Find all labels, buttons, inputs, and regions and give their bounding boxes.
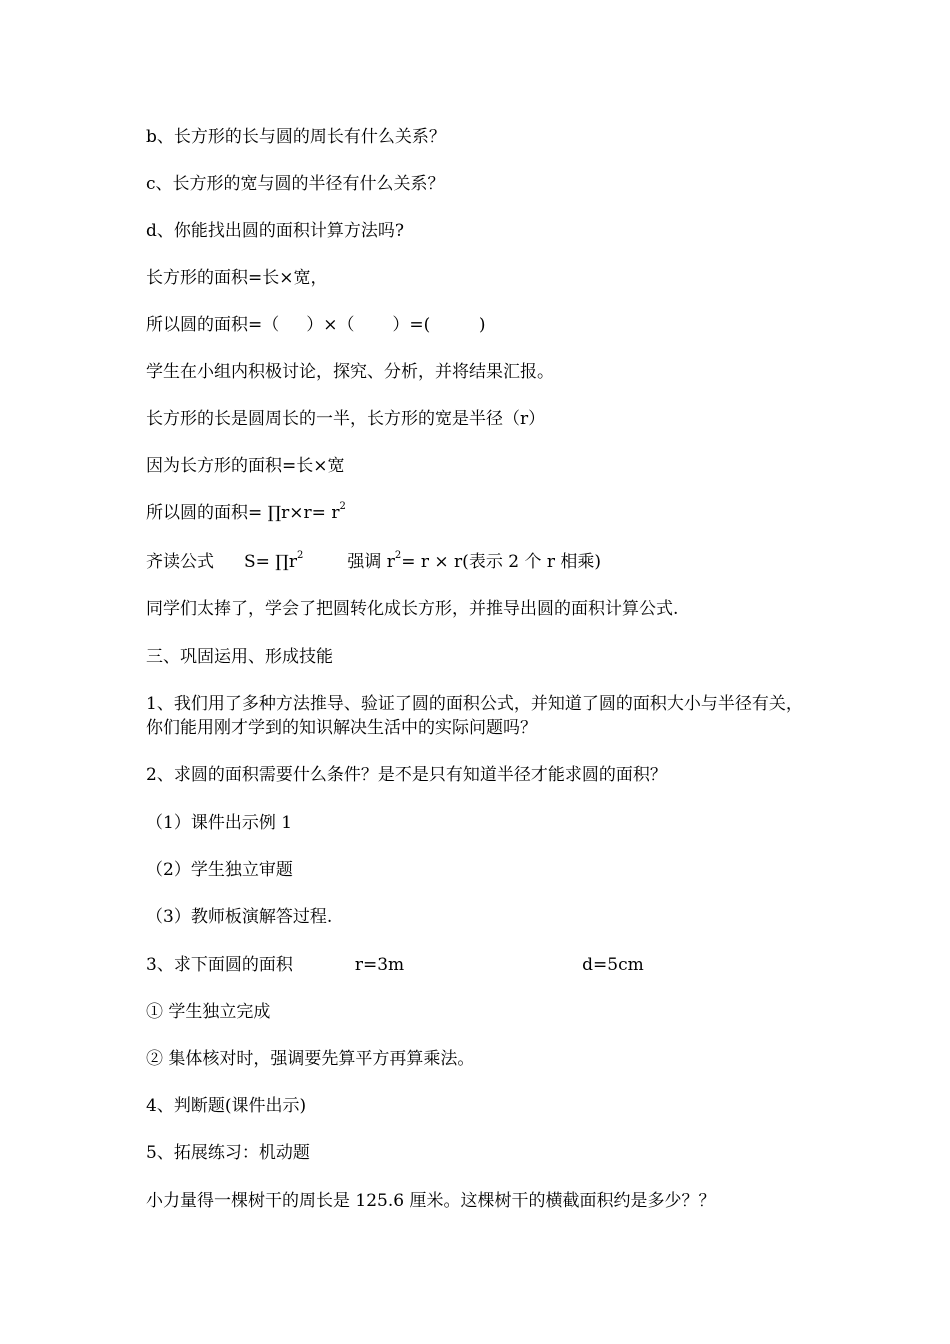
paragraph-1: 1、我们用了多种方法推导、验证了圆的面积公式，并知道了圆的面积大小与半径有关，你们能用刚才学到的知识解决生活中的实际问题吗？: [146, 694, 803, 738]
emphasis-text: 强调 r: [347, 552, 395, 572]
step-1: （1）课件出示例 1: [146, 813, 293, 833]
diameter-value: d=5cm: [582, 955, 644, 975]
relation-line: 长方形的长是圆周长的一半，长方形的宽是半径（r）: [146, 409, 546, 429]
read-formula-line: [146, 550, 601, 574]
paragraph-4: 4、判断题(课件出示): [146, 1096, 307, 1116]
so-area-text: 所以圆的面积= ∏r×r= r: [146, 503, 340, 523]
discussion-line: 学生在小组内积极讨论，探究、分析，并将结果汇报。: [146, 362, 554, 382]
paragraph-3-label: 3、求下面圆的面积: [146, 955, 293, 975]
step-3: （3）教师板演解答过程.: [146, 907, 333, 927]
read-formula-label: 齐读公式: [146, 552, 214, 572]
paragraph-5: 5、拓展练习：机动题: [146, 1143, 310, 1163]
circle-area-blank: 所以圆的面积=（ ）×（ ）=( ): [146, 315, 486, 335]
emphasis-suffix: = r × r(表示 2 个 r 相乘): [401, 552, 602, 572]
rect-area-formula: 长方形的面积=长×宽，: [146, 268, 328, 288]
radius-value: r=3m: [354, 955, 405, 975]
paragraph-3: [146, 953, 644, 977]
step-2: （2）学生独立审题: [146, 860, 293, 880]
paragraph-6: 小力量得一棵树干的周长是 125.6 厘米。这棵树干的横截面积约是多少？？: [146, 1191, 716, 1211]
check-2: ② 集体核对时，强调要先算平方再算乘法。: [146, 1049, 475, 1069]
emphasis-superscript: 2: [394, 550, 402, 562]
praise-line: 同学们太捧了，学会了把圆转化成长方形，并推导出圆的面积计算公式.: [146, 599, 679, 619]
question-c: c、长方形的宽与圆的半径有什么关系？: [146, 174, 445, 194]
question-b: b、长方形的长与圆的周长有什么关系？: [146, 127, 446, 147]
so-area-superscript: 2: [339, 501, 346, 513]
paragraph-2: 2、求圆的面积需要什么条件？是不是只有知道半径才能求圆的面积？: [146, 765, 667, 785]
question-d: d、你能找出圆的面积计算方法吗?: [146, 221, 404, 241]
read-formula-text: S= ∏r: [244, 552, 297, 572]
read-formula-superscript: 2: [296, 550, 304, 562]
because-line: 因为长方形的面积=长×宽: [146, 456, 345, 476]
section-three-heading: 三、巩固运用、形成技能: [146, 647, 333, 667]
check-1: ① 学生独立完成: [146, 1002, 271, 1022]
so-area-line: [146, 501, 346, 525]
